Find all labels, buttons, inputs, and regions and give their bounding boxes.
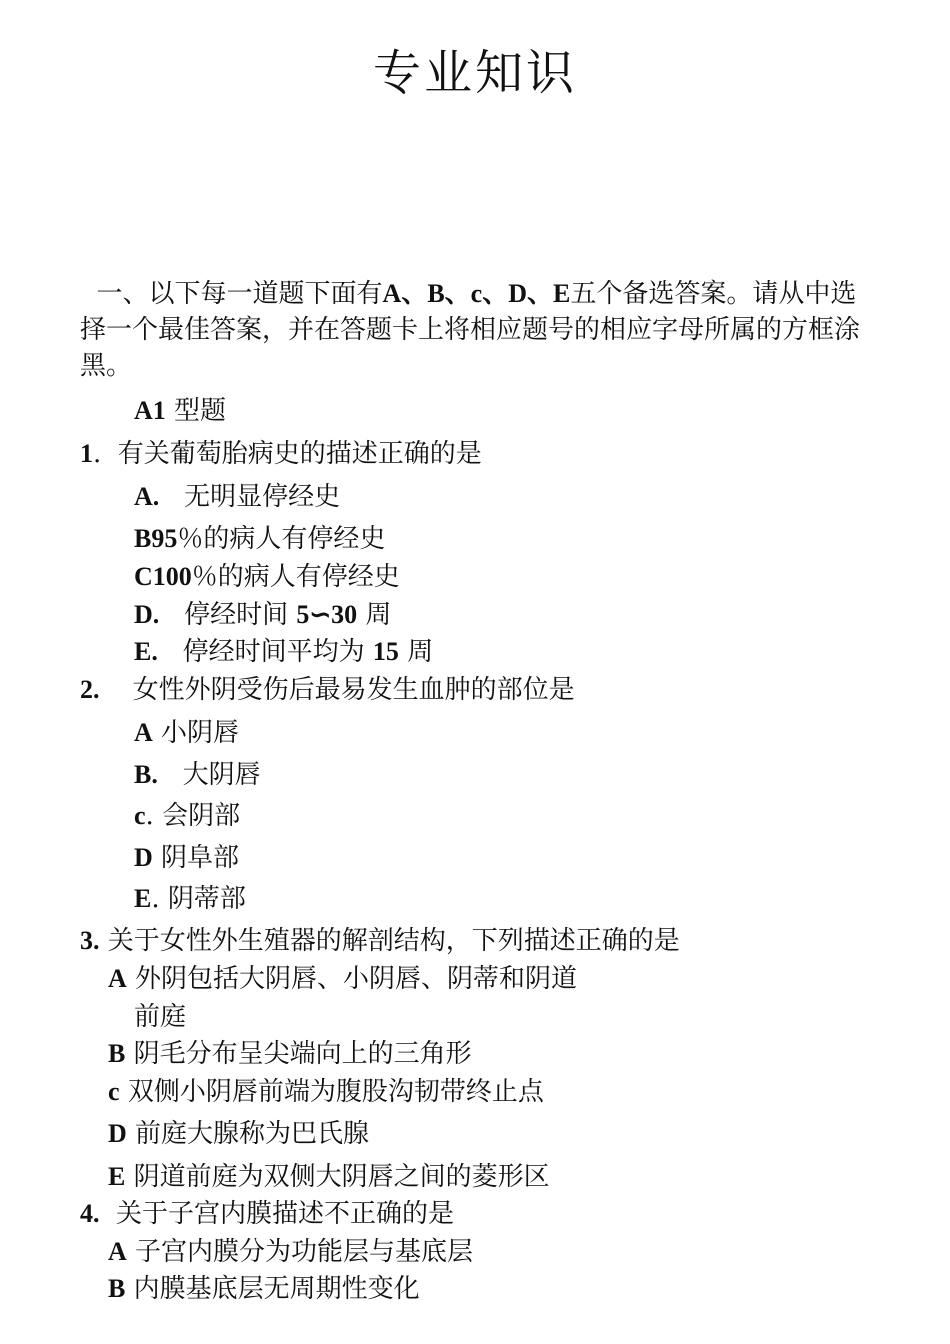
option-3e [108, 1156, 550, 1193]
question-text: 有关葡萄胎病史的描述正确的是 [117, 439, 482, 469]
option-letter: C100 [134, 562, 192, 591]
option-letter: B [108, 1039, 126, 1068]
question-1 [80, 433, 482, 470]
option-letter: B95 [134, 524, 178, 553]
question-4 [80, 1193, 454, 1230]
option-1b [134, 518, 385, 555]
option-text: 阴阜部 [161, 843, 240, 873]
section-label: 型题 [174, 396, 227, 426]
question-number: 1 [80, 439, 93, 468]
option-letter: B. [134, 760, 158, 789]
option-number: 15 [372, 637, 399, 666]
option-text: 内膜基底层无周期性变化 [133, 1274, 420, 1304]
option-text: 前庭大腺称为巴氏腺 [135, 1119, 370, 1149]
option-2b [134, 754, 261, 791]
option-4a [108, 1231, 473, 1268]
option-3d [108, 1113, 369, 1150]
option-text: 外阴包括大阴唇、小阴唇、阴蒂和阴道 [135, 964, 578, 994]
option-2a [134, 712, 239, 749]
option-letter: E [108, 1162, 126, 1191]
option-text: ％的病人有停经史 [191, 562, 400, 592]
question-2 [80, 669, 575, 706]
option-number: 5∽30 [296, 600, 358, 629]
option-text: 停经时间平均为 [182, 637, 365, 667]
option-text: 大阴唇 [182, 760, 261, 790]
instruction-options: A、B、c、D、E [382, 279, 571, 308]
option-letter: c [108, 1077, 120, 1106]
option-letter: A [108, 964, 127, 993]
option-4b [108, 1268, 420, 1305]
option-text: 子宫内膜分为功能层与基底层 [135, 1237, 474, 1267]
option-text: ％的病人有停经史 [177, 524, 386, 554]
option-1c [134, 556, 400, 593]
option-text: 周 [365, 600, 392, 630]
option-letter: c [134, 801, 146, 830]
option-letter: A. [134, 482, 160, 511]
option-2d [134, 837, 239, 874]
section-code: A1 [134, 396, 166, 425]
question-number: 3. [80, 926, 100, 955]
option-letter: E [134, 884, 152, 913]
option-text: 停经时间 [184, 600, 289, 630]
option-1e [134, 631, 433, 668]
option-text: 双侧小阴唇前端为腹股沟韧带终止点 [127, 1077, 544, 1107]
option-letter: B [108, 1274, 126, 1303]
option-1a [134, 476, 340, 513]
question-text: 关于子宫内膜描述不正确的是 [116, 1199, 455, 1229]
question-number: 2. [80, 675, 100, 704]
option-text: 无明显停经史 [184, 482, 341, 512]
section-heading [134, 390, 226, 427]
option-text: 小阴唇 [161, 718, 240, 748]
question-text: 关于女性外生殖器的解剖结构，下列描述正确的是 [107, 926, 680, 956]
option-letter: A [108, 1237, 127, 1266]
option-3a-continuation: 前庭 [134, 1002, 187, 1032]
question-separator: . [93, 439, 102, 469]
question-3 [80, 920, 680, 957]
option-2e [134, 878, 246, 915]
option-letter: E. [134, 637, 158, 666]
instruction-post: 五个备选答案。请从中选择一个最佳答案，并在答题卡上将相应题号的相应字母所属的方框涂黑。 [80, 279, 861, 381]
option-letter: D [134, 843, 153, 872]
option-3b [108, 1033, 472, 1070]
option-2c [134, 795, 240, 832]
page-title: 专业知识 [372, 45, 577, 101]
option-text: . 阴蒂部 [151, 884, 246, 914]
option-text: . 会阴部 [145, 801, 241, 831]
option-text: 阴道前庭为双侧大阴唇之间的菱形区 [133, 1162, 550, 1192]
option-letter: D. [134, 600, 160, 629]
question-text: 女性外阴受伤后最易发生血肿的部位是 [132, 675, 575, 705]
option-letter: D [108, 1119, 127, 1148]
option-3c [108, 1071, 544, 1108]
instruction-paragraph [80, 276, 860, 384]
option-text: 周 [407, 637, 434, 667]
option-3a [108, 958, 577, 995]
instruction-pre: 一、以下每一道题下面有 [96, 279, 383, 309]
option-letter: A [134, 718, 153, 747]
question-number: 4. [80, 1199, 100, 1228]
option-1d [134, 594, 391, 631]
option-text: 阴毛分布呈尖端向上的三角形 [133, 1039, 472, 1069]
